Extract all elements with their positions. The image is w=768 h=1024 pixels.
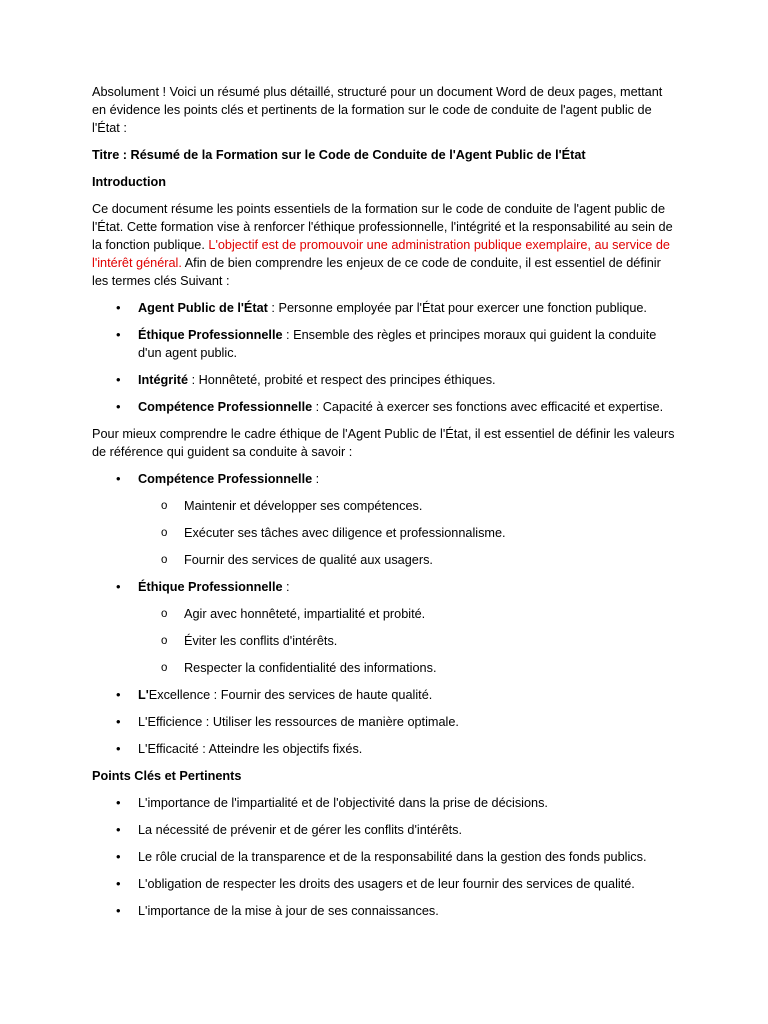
list-item: • Compétence Professionnelle :: [92, 470, 676, 488]
sub-list-item: o Éviter les conflits d'intérêts.: [92, 632, 676, 650]
sub-list-item: o Exécuter ses tâches avec diligence et professionnalisme.: [92, 524, 676, 542]
introduction-paragraph: Ce document résume les points essentiels de la formation sur le code de conduite de l'agent public de l'État. Cette formation vise à renforcer l'éthique professionnelle, l'intégrité et la responsabilité au sein de la fonction publique. L'objectif est de promouvoir une administration publique exemplaire, au service de l'intérêt général. Afin de bien comprendre les enjeux de ce code de conduite, il est essentiel de définir les termes clés Suivant :: [92, 202, 673, 288]
document-title: Titre : Résumé de la Formation sur le Code de Conduite de l'Agent Public de l'État: [92, 148, 586, 162]
sub-list-item: o Fournir des services de qualité aux usagers.: [92, 551, 676, 569]
list-item: • L'importance de l'impartialité et de l'objectivité dans la prise de décisions.: [92, 794, 676, 812]
list-item: • L'Efficacité : Atteindre les objectifs fixés.: [92, 740, 676, 758]
sub-list-item: o Respecter la confidentialité des informations.: [92, 659, 676, 677]
list-item: • Agent Public de l'État : Personne employée par l'État pour exercer une fonction publique.: [92, 299, 676, 317]
values-list: [92, 470, 676, 758]
sub-list-item: o Agir avec honnêteté, impartialité et probité.: [92, 605, 676, 623]
values-intro: Pour mieux comprendre le cadre éthique de l'Agent Public de l'État, il est essentiel de définir les valeurs de référence qui guident sa conduite à savoir :: [92, 427, 675, 459]
definitions-list: [92, 299, 676, 416]
list-item: • Compétence Professionnelle : Capacité à exercer ses fonctions avec efficacité et expertise.: [92, 398, 676, 416]
sub-list-item: o Maintenir et développer ses compétences.: [92, 497, 676, 515]
points-list: [92, 794, 676, 920]
list-item: • Éthique Professionnelle :: [92, 578, 676, 596]
list-item: • Le rôle crucial de la transparence et de la responsabilité dans la gestion des fonds publics.: [92, 848, 676, 866]
list-item: • Éthique Professionnelle : Ensemble des règles et principes moraux qui guident la conduite d'un agent public.: [92, 326, 676, 362]
list-item: • La nécessité de prévenir et de gérer les conflits d'intérêts.: [92, 821, 676, 839]
list-item: • L'Excellence : Fournir des services de haute qualité.: [92, 686, 676, 704]
points-heading: Points Clés et Pertinents: [92, 769, 242, 783]
list-item: • L'importance de la mise à jour de ses connaissances.: [92, 902, 676, 920]
list-item: • L'obligation de respecter les droits des usagers et de leur fournir des services de qualité.: [92, 875, 676, 893]
list-item: • L'Efficience : Utiliser les ressources de manière optimale.: [92, 713, 676, 731]
introduction-heading: Introduction: [92, 175, 166, 189]
objective-highlight: L'objectif est de promouvoir une administration publique exemplaire, au service de l'intérêt général.: [92, 238, 670, 270]
list-item: • Intégrité : Honnêteté, probité et respect des principes éthiques.: [92, 371, 676, 389]
intro-paragraph: Absolument ! Voici un résumé plus détaillé, structuré pour un document Word de deux pages, mettant en évidence les points clés et pertinents de la formation sur le code de conduite de l'agent public de l'État :: [92, 85, 663, 135]
